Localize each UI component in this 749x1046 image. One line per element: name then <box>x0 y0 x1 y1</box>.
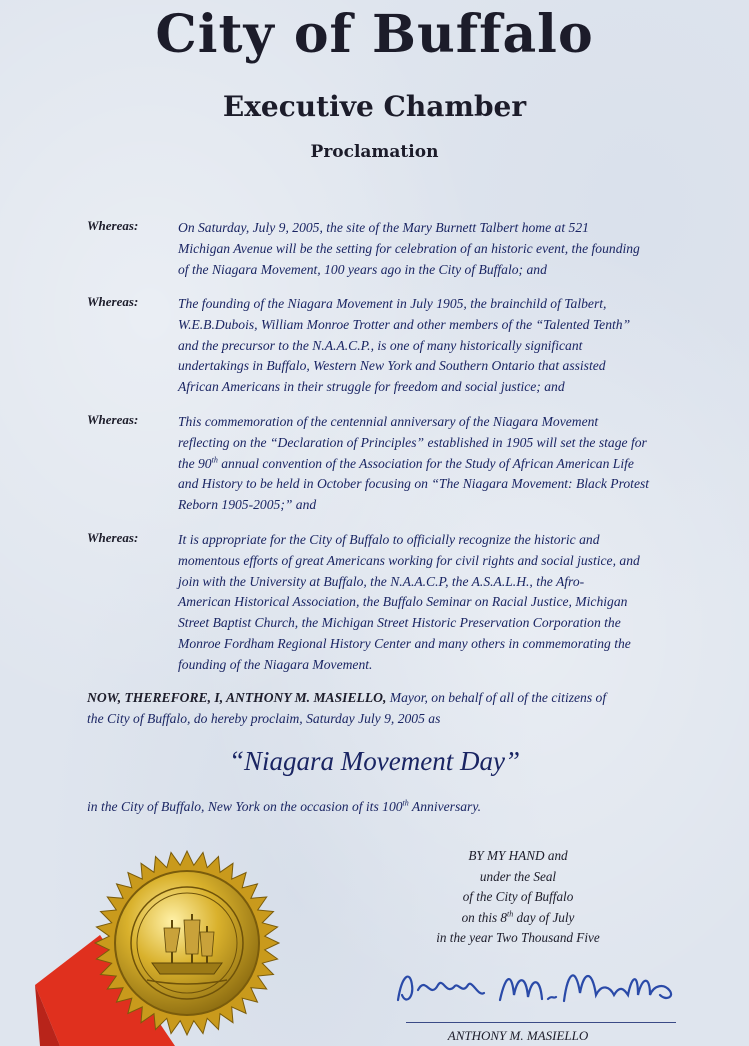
attestation-line: under the Seal <box>479 868 557 884</box>
text-line: momentous efforts of great Americans working for civil rights and social justice, and <box>178 552 640 568</box>
whereas-clause-4 <box>87 530 687 676</box>
document-subtitle: Executive Chamber <box>222 90 527 123</box>
signer-name: ANTHONY M. MASIELLO <box>447 1028 589 1043</box>
occasion-line: in the City of Buffalo, New York on the occasion of its 100th Anniversary. <box>87 798 482 814</box>
signature-line <box>406 1022 676 1023</box>
text-line: undertakings in Buffalo, Western New York and Southern Ontario that assisted <box>178 358 606 374</box>
text-line: The founding of the Niagara Movement in July 1905, the brainchild of Talbert, <box>178 296 607 311</box>
whereas-label: Whereas: <box>87 294 139 309</box>
day-name: “Niagara Movement Day” <box>229 746 520 776</box>
whereas-text <box>178 530 688 676</box>
text-line: Monroe Fordham Regional History Center and many others in commemorating the <box>178 635 631 651</box>
text-line: of the Niagara Movement, 100 years ago in the City of Buffalo; and <box>178 261 547 277</box>
attestation-line: in the year Two Thousand Five <box>436 930 600 946</box>
attestation-line: of the City of Buffalo <box>462 889 574 905</box>
attestation-line: BY MY HAND and <box>468 848 568 863</box>
text-line: and History to be held in October focusing on “The Niagara Movement: Black Protest <box>178 476 650 492</box>
mayor-declaration: NOW, THEREFORE, I, ANTHONY M. MASIELLO, <box>87 690 387 705</box>
attestation-block <box>400 846 636 949</box>
whereas-text <box>178 294 688 398</box>
whereas-text <box>178 218 688 280</box>
text-line: join with the University at Buffalo, the N.A.A.C.P, the A.S.A.L.H., the Afro- <box>178 573 585 589</box>
text-line: and the precursor to the N.A.A.C.P., is one of many historically significant <box>178 337 583 353</box>
text-line: American Historical Association, the Buffalo Seminar on Racial Justice, Michigan <box>178 594 628 610</box>
document-type: Proclamation <box>310 142 439 162</box>
declaration-line-2: the City of Buffalo, do hereby proclaim, Saturday July 9, 2005 as <box>87 710 441 726</box>
text-line: the 90th annual convention of the Association for the Study of African American Life <box>178 455 634 471</box>
attestation-line: on this 8th day of July <box>461 909 575 925</box>
text-line: Michigan Avenue will be the setting for celebration of an historic event, the founding <box>178 240 640 256</box>
text-line: Street Baptist Church, the Michigan Street Historic Preservation Corporation the <box>178 615 621 631</box>
whereas-clause-2 <box>87 294 687 398</box>
text-line: reflecting on the “Declaration of Principles” established in 1905 will set the stage for <box>178 434 647 450</box>
mayor-signature <box>388 955 688 1015</box>
declaration-rest: Mayor, on behalf of all of the citizens of <box>386 690 607 705</box>
whereas-label: Whereas: <box>87 530 139 545</box>
text-line: This commemoration of the centennial anniversary of the Niagara Movement <box>178 414 599 429</box>
whereas-label: Whereas: <box>87 412 139 427</box>
text-line: It is appropriate for the City of Buffalo to officially recognize the historic and <box>178 532 600 547</box>
whereas-label: Whereas: <box>87 218 139 233</box>
text-line: On Saturday, July 9, 2005, the site of the Mary Burnett Talbert home at 521 <box>178 220 589 235</box>
whereas-text <box>178 412 688 516</box>
text-line: African Americans in their struggle for freedom and social justice; and <box>178 379 565 395</box>
whereas-clause-3 <box>87 412 687 516</box>
proclamation-statement <box>87 688 687 730</box>
text-line: W.E.B.Dubois, William Monroe Trotter and other members of the “Talented Tenth” <box>178 316 631 332</box>
text-line: Reborn 1905-2005;” and <box>178 497 317 513</box>
text-line: founding of the Niagara Movement. <box>178 656 373 672</box>
city-seal-icon <box>92 848 282 1038</box>
whereas-clause-1 <box>87 218 687 280</box>
document-title: City of Buffalo <box>155 4 594 65</box>
